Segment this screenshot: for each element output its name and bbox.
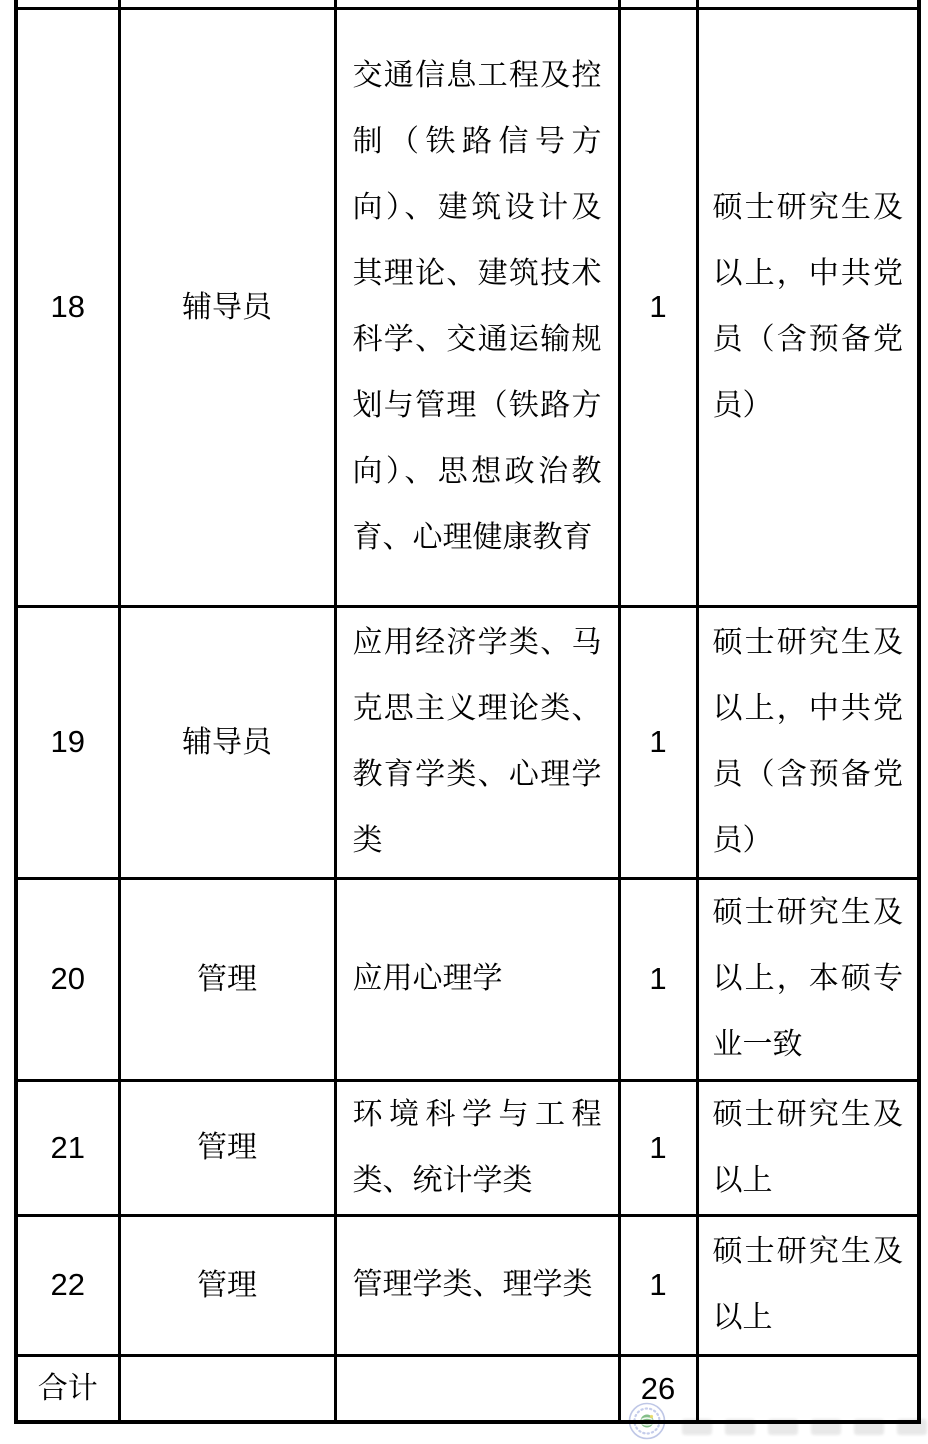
table-row [16,878,919,1080]
cell-empty [335,0,619,8]
table-row [16,1080,919,1215]
cell-seq: 22 [16,1215,119,1355]
cell-major: 环境科学与工程类、统计学类 [335,1080,619,1215]
cell-requirement: 硕士研究生及以上，中共党员（含预备党员） [697,606,919,878]
cell-seq: 18 [16,8,119,606]
recruitment-table [14,0,921,1424]
cell-major: 应用心理学 [335,878,619,1080]
cell-requirement: 硕士研究生及以上，本硕专业一致 [697,878,919,1080]
cell-empty [16,0,119,8]
table-row [16,8,919,606]
cell-empty [119,0,335,8]
table-row-total [16,1355,919,1422]
cell-count: 1 [619,606,697,878]
cell-empty [697,1355,919,1422]
cell-requirement: 硕士研究生及以上，中共党员（含预备党员） [697,8,919,606]
cell-major: 应用经济学类、马克思主义理论类、教育学类、心理学类 [335,606,619,878]
cell-empty [697,0,919,8]
cell-empty [619,0,697,8]
cell-post: 辅导员 [119,8,335,606]
cell-major: 管理学类、理学类 [335,1215,619,1355]
cell-count: 1 [619,8,697,606]
cell-seq: 20 [16,878,119,1080]
cell-requirement: 硕士研究生及以上 [697,1080,919,1215]
table-row [16,1215,919,1355]
cell-seq: 19 [16,606,119,878]
cell-post: 管理 [119,878,335,1080]
cell-empty [119,1355,335,1422]
cell-empty [335,1355,619,1422]
cell-total-count: 26 [619,1355,697,1422]
cell-requirement: 硕士研究生及以上 [697,1215,919,1355]
cell-post: 辅导员 [119,606,335,878]
cell-count: 1 [619,1080,697,1215]
table-row-cutoff [16,0,919,8]
cell-count: 1 [619,878,697,1080]
cell-seq: 21 [16,1080,119,1215]
cell-major: 交通信息工程及控制（铁路信号方向）、建筑设计及其理论、建筑技术科学、交通运输规划与管理（铁路方向）、思想政治教育、心理健康教育 [335,8,619,606]
cell-post: 管理 [119,1080,335,1215]
cell-total-label: 合计 [16,1355,119,1422]
cell-post: 管理 [119,1215,335,1355]
cell-count: 1 [619,1215,697,1355]
table-row [16,606,919,878]
